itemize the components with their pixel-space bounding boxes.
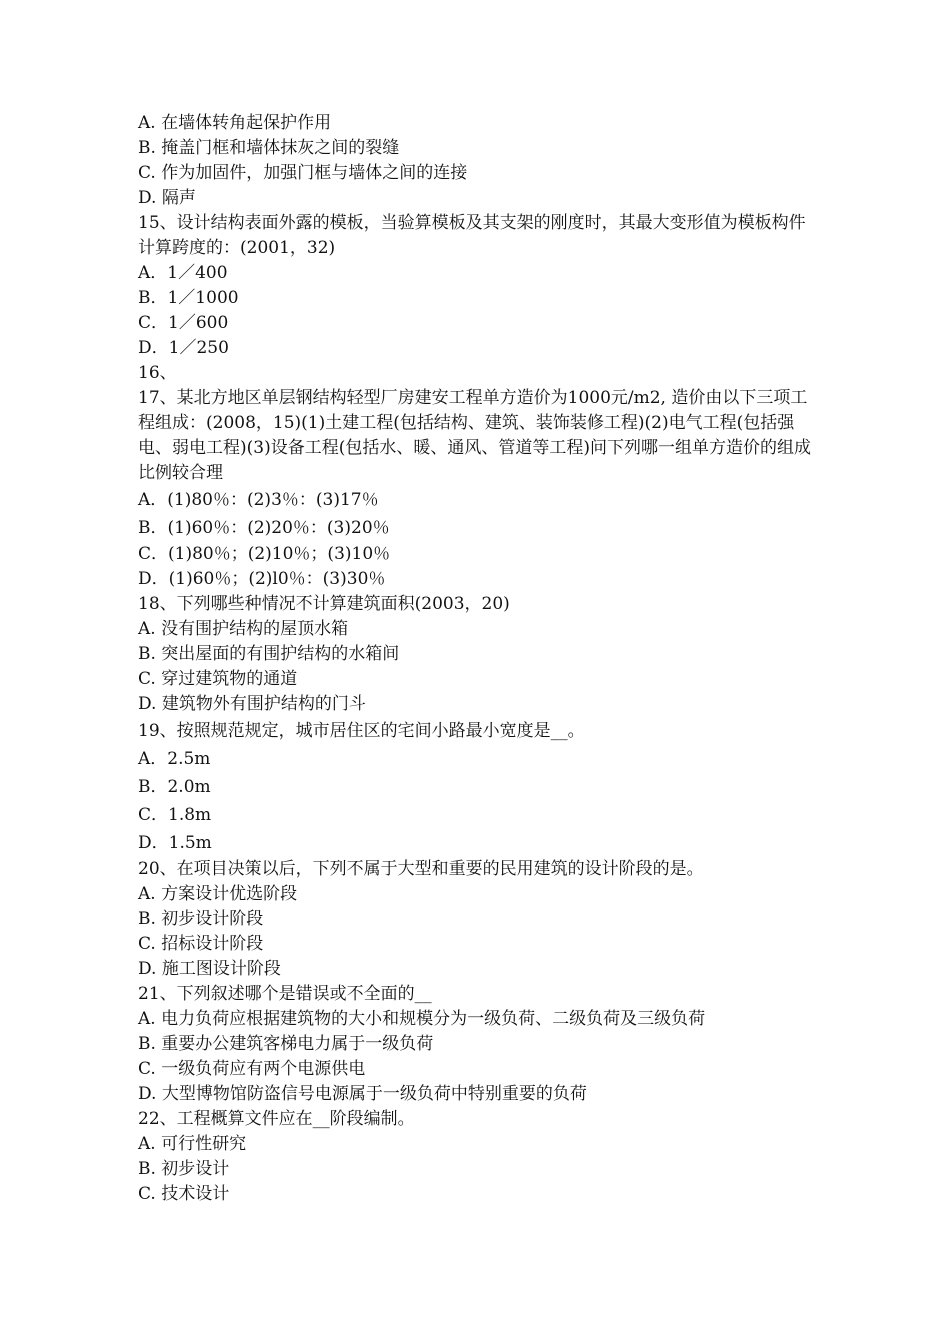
option-line: A．2.5m xyxy=(138,749,211,769)
option-line: C. 招标设计阶段 xyxy=(138,934,264,954)
option-line: D. 大型博物馆防盗信号电源属于一级负荷中特别重要的负荷 xyxy=(138,1084,587,1104)
document-body xyxy=(138,111,818,1207)
question-21: 21、下列叙述哪个是错误或不全面的__ xyxy=(138,984,432,1004)
question-19: 19、按照规范规定，城市居住区的宅间小路最小宽度是__。 xyxy=(138,721,585,741)
option-line: D．1.5m xyxy=(138,833,212,853)
option-line: D. 建筑物外有围护结构的门斗 xyxy=(138,694,366,714)
question-15: 15、设计结构表面外露的模板，当验算模板及其支架的刚度时，其最大变形值为模板构件计算跨度的：(2001，32) xyxy=(138,213,806,258)
option-line: C. 一级负荷应有两个电源供电 xyxy=(138,1059,366,1079)
option-line: B．1／1000 xyxy=(138,288,239,308)
option-line: A. 在墙体转角起保护作用 xyxy=(138,113,332,133)
question-16: 16、 xyxy=(138,363,177,383)
option-line: A. 可行性研究 xyxy=(138,1134,247,1154)
option-line: D. 施工图设计阶段 xyxy=(138,959,281,979)
option-line: C. 穿过建筑物的通道 xyxy=(138,669,298,689)
option-line: A. 电力负荷应根据建筑物的大小和规模分为一级负荷、二级负荷及三级负荷 xyxy=(138,1009,706,1029)
option-line: C．1.8m xyxy=(138,805,212,825)
question-18: 18、下列哪些种情况不计算建筑面积(2003，20) xyxy=(138,594,510,614)
option-line: B. 突出屋面的有围护结构的水箱间 xyxy=(138,644,400,664)
option-line: C. 作为加固件，加强门框与墙体之间的连接 xyxy=(138,163,468,183)
option-line: D．1／250 xyxy=(138,338,229,358)
question-20: 20、在项目决策以后，下列不属于大型和重要的民用建筑的设计阶段的是。 xyxy=(138,859,704,879)
option-line: C．(1)80％；(2)10％；(3)10％ xyxy=(138,544,391,564)
question-17: 17、某北方地区单层钢结构轻型厂房建安工程单方造价为1000元/m2, 造价由以下三项工程组成：(2008，15)(1)土建工程(包括结构、建筑、装饰装修工程)(2)电气工程(包括强电、弱电工程)(3)设备工程(包括水、暖、通风、管道等工程)问下列哪一组单方造价的组成比例较合理 xyxy=(138,388,811,483)
option-line: C．1／600 xyxy=(138,313,229,333)
option-line: B. 初步设计 xyxy=(138,1159,230,1179)
option-line: B. 掩盖门框和墙体抹灰之间的裂缝 xyxy=(138,138,400,158)
option-line: A．(1)80％：(2)3％：(3)17％ xyxy=(138,490,379,510)
option-line: C. 技术设计 xyxy=(138,1184,230,1204)
option-line: D．(1)60％；(2)l0％：(3)30％ xyxy=(138,569,386,589)
option-line: B．(1)60％：(2)20％：(3)20％ xyxy=(138,518,390,538)
option-line: A．1／400 xyxy=(138,263,228,283)
option-line: B. 初步设计阶段 xyxy=(138,909,264,929)
option-line: D. 隔声 xyxy=(138,188,196,208)
option-line: B. 重要办公建筑客梯电力属于一级负荷 xyxy=(138,1034,434,1054)
question-22: 22、工程概算文件应在__阶段编制。 xyxy=(138,1109,415,1129)
option-line: A. 没有围护结构的屋顶水箱 xyxy=(138,619,349,639)
option-line: B．2.0m xyxy=(138,777,211,797)
option-line: A. 方案设计优选阶段 xyxy=(138,884,298,904)
